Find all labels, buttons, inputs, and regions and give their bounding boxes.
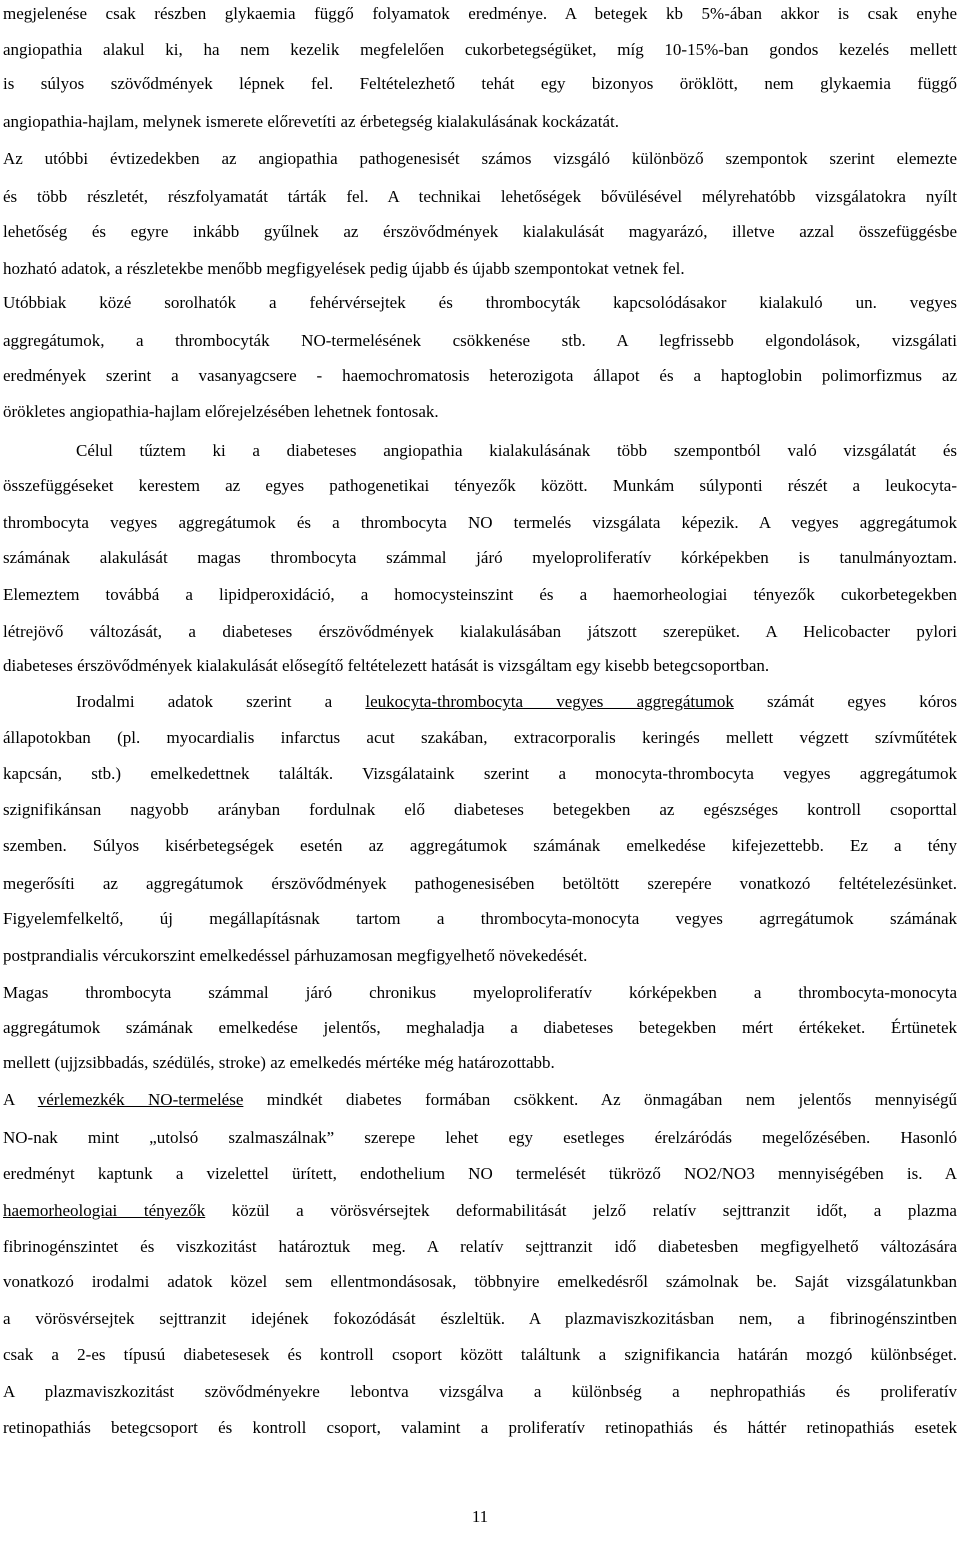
text-line: Célul tűztem ki a diabeteses angiopathia kialakulásának több szempontból való vizsgálatát és	[76, 441, 957, 460]
text-line: számának alakulását magas thrombocyta számmal járó myeloproliferatív kórképekben is tanulmányoztam.	[3, 548, 957, 567]
text-line: retinopathiás betegcsoport és kontroll csoport, valamint a proliferatív retinopathiás és háttér retinopathiás esetek	[3, 1418, 957, 1437]
text-line: csak a 2-es típusú diabetesesek és kontroll csoport között találtunk a szignifikancia határán mozgó különbséget.	[3, 1345, 957, 1364]
text-line: postprandialis vércukorszint emelkedéssel párhuzamosan megfigyelhető növekedését.	[3, 946, 588, 965]
page-number: 11	[471, 1507, 489, 1526]
text-line: és több részletét, részfolyamatát tárták fel. A technikai lehetőségek bővülésével mélyrehatóbb vizsgálatokra nyílt	[3, 187, 957, 206]
text-line: eredmények szerint a vasanyagcsere - haemochromatosis heterozigota állapot és a haptoglobin polimorfizmus az	[3, 366, 957, 385]
text-line: A plazmaviszkozitást szövődményekre lebontva vizsgálva a különbség a nephropathiás és proliferatív	[3, 1382, 957, 1401]
text-line: diabeteses érszövődmények kialakulását elősegítő feltételezett hatását is vizsgáltam egy kisebb betegcsoportban.	[3, 656, 770, 675]
text-segment: közül a vörösvérsejtek deformabilitását jelző relatív sejttranzit időt, a plazma	[205, 1201, 957, 1220]
text-line: Magas thrombocyta számmal járó chronikus myeloproliferatív kórképekben a thrombocyta-monocyta	[3, 983, 957, 1002]
text-segment: mindkét diabetes formában csökkent. Az önmagában nem jelentős mennyiségű	[243, 1090, 957, 1109]
text-line: összefüggéseket kerestem az egyes pathogenetikai tényezők között. Munkám súlyponti részét a leukocyta-	[3, 476, 957, 495]
underlined-term: leukocyta-thrombocyta vegyes aggregátumok	[365, 692, 734, 711]
text-line: Elemeztem továbbá a lipidperoxidáció, a homocysteinszint és a haemorheologiai tényezők cukorbetegekben	[3, 585, 957, 604]
text-line	[3, 1090, 957, 1110]
text-line: fibrinogénszintet és viszkozitást határoztuk meg. A relatív sejttranzit idő diabetesben megfigyelhető változására	[3, 1237, 957, 1256]
text-line: létrejövő változását, a diabeteses érszövődmények kialakulásában játszott szerepüket. A Helicobacter pylori	[3, 622, 957, 641]
text-line: megjelenése csak részben glykaemia függő folyamatok eredménye. A betegek kb 5%-ában akkor is csak enyhe	[3, 4, 957, 23]
text-line: szemben. Súlyos kisérbetegségek esetén az aggregátumok számának emelkedése kifejezettebb. Ez a tény	[3, 836, 957, 855]
text-line	[3, 1201, 957, 1221]
underlined-term: haemorheologiai tényezők	[3, 1201, 206, 1220]
text-line: Utóbbiak közé sorolhatók a fehérvérsejtek és thrombocyták kapcsolódásakor kialakuló un. vegyes	[3, 293, 957, 312]
text-line: is súlyos szövődmények lépnek fel. Feltételezhető tehát egy bizonyos öröklött, nem glykaemia függő	[3, 74, 957, 93]
text-segment: Irodalmi adatok szerint a	[76, 692, 366, 711]
text-line: Az utóbbi évtizedekben az angiopathia pathogenesisét számos vizsgáló különböző szempontok szerint elemezte	[3, 149, 957, 168]
text-line: thrombocyta vegyes aggregátumok és a thrombocyta NO termelés vizsgálata képezik. A vegyes aggregátumok	[3, 513, 957, 532]
underlined-term: vérlemezkék NO-termelése	[37, 1090, 244, 1109]
text-line: mellett (ujjzsibbadás, szédülés, stroke) az emelkedés mértéke még határozottabb.	[3, 1053, 555, 1072]
text-line: örökletes angiopathia-hajlam előrejelzésében lehetnek fontosak.	[3, 402, 439, 421]
text-line: szignifikánsan nagyobb arányban fordulnak elő diabeteses betegekben az egészséges kontroll csoporttal	[3, 800, 957, 819]
text-segment: A	[3, 1090, 38, 1109]
text-line: eredményt kaptunk a vizelettel ürített, endothelium NO termelését tükröző NO2/NO3 mennyiségében is. A	[3, 1164, 957, 1183]
text-line: kapcsán, stb.) emelkedettnek találták. Vizsgálataink szerint a monocyta-thrombocyta vegyes aggregátumok	[3, 764, 957, 783]
text-line: állapotokban (pl. myocardialis infarctus acut szakában, extracorporalis keringés mellett végzett szívműtétek	[3, 728, 957, 747]
text-line: Figyelemfelkeltő, új megállapításnak tartom a thrombocyta-monocyta vegyes agrregátumok számának	[3, 909, 957, 928]
text-line: hozható adatok, a részletekbe menőbb megfigyelések pedig újabb és újabb szempontokat vetnek fel.	[3, 259, 685, 278]
text-segment: számát egyes kóros	[733, 692, 957, 711]
text-line	[76, 692, 957, 712]
text-line: a vörösvérsejtek sejttranzit idejének fokozódását észleltük. A plazmaviszkozitásban nem, a fibrinogénszintben	[3, 1309, 957, 1328]
text-line: angiopathia-hajlam, melynek ismerete előrevetíti az érbetegség kialakulásának kockázatát.	[3, 112, 619, 131]
text-line: megerősíti az aggregátumok érszövődmények pathogenesisében betöltött szerepére vonatkozó feltételezésünket.	[3, 874, 957, 893]
text-line: vonatkozó irodalmi adatok közel sem ellentmondásosak, többnyire emelkedésről számolnak be. Saját vizsgálatunkban	[3, 1272, 957, 1291]
text-line: lehetőség és egyre inkább gyűlnek az érszövődmények kialakulását magyarázó, illetve azzal összefüggésbe	[3, 222, 957, 241]
text-line: aggregátumok, a thrombocyták NO-termelésének csökkenése stb. A legfrissebb elgondolások, vizsgálati	[3, 331, 957, 350]
text-line: NO-nak mint „utolsó szalmaszálnak” szerepe lehet egy esetleges érelzáródás megelőzésében. Hasonló	[3, 1128, 957, 1147]
text-line: angiopathia alakul ki, ha nem kezelik megfelelően cukorbetegségüket, míg 10-15%-ban gondos kezelés mellett	[3, 40, 957, 59]
text-line: aggregátumok számának emelkedése jelentős, meghaladja a diabeteses betegekben mért értékeket. Értünetek	[3, 1018, 957, 1037]
